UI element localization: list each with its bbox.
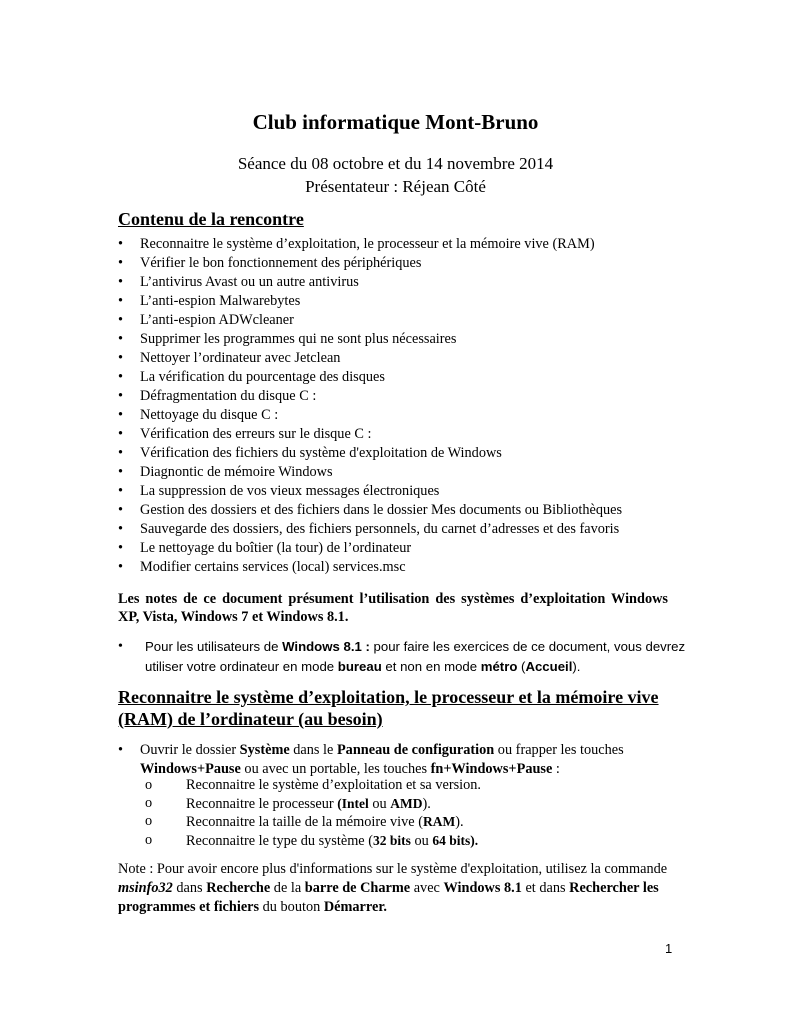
windows81-note	[118, 637, 688, 676]
text-run: Reconnaitre le type du système (	[186, 833, 373, 850]
list-item: • Nettoyage du disque C :	[118, 406, 698, 425]
page-number: 1	[665, 941, 673, 956]
text-run: ).	[455, 814, 464, 831]
list-item: • Reconnaitre le système d’exploitation, le processeur et la mémoire vive (RAM)	[118, 235, 698, 254]
presenter-line: Présentateur : Réjean Côté	[305, 177, 486, 196]
text-run: RAM	[423, 814, 456, 830]
text-run: Ouvrir le dossier	[140, 742, 240, 758]
open-system-instructions	[118, 741, 678, 778]
text-run: Recherche	[206, 880, 271, 896]
text-run: 64 bits).	[432, 833, 479, 849]
text-run: et dans	[521, 880, 570, 896]
text-run: et non en mode	[381, 658, 481, 674]
list-item	[145, 777, 481, 795]
text-run: (	[517, 658, 526, 674]
text-run: Accueil	[525, 658, 573, 674]
text-run: barre de Charme	[304, 880, 411, 896]
list-item: • La vérification du pourcentage des disques	[118, 368, 698, 387]
text-run: ou	[410, 833, 433, 850]
list-item: • Supprimer les programmes qui ne sont plus nécessaires	[118, 330, 698, 349]
list-item: • Modifier certains services (local) services.msc	[118, 558, 698, 577]
list-item: • Vérification des erreurs sur le disque C :	[118, 425, 698, 444]
list-item: • L’antivirus Avast ou un autre antivirus	[118, 273, 698, 292]
text-run: Démarrer.	[323, 899, 387, 915]
text-run: ou	[368, 795, 391, 812]
bullet-icon: •	[118, 639, 123, 654]
text-run: Reconnaitre le processeur	[186, 795, 338, 812]
list-item: • Sauvegarde des dossiers, des fichiers personnels, du carnet d’adresses et des favoris	[118, 520, 698, 539]
text-run: Système	[239, 742, 290, 758]
text-run: (Intel	[337, 795, 369, 811]
text-run: Rechercher les programmes et fichiers	[118, 880, 659, 915]
section-heading-contenu: Contenu de la rencontre	[118, 209, 304, 229]
text-run: ).	[572, 658, 581, 674]
msinfo-note	[118, 860, 678, 917]
text-run: du bouton	[259, 899, 324, 915]
text-run: de la	[270, 880, 305, 896]
bullet-icon: •	[118, 742, 124, 758]
topics-list	[118, 235, 698, 577]
text-run: Reconnaitre la taille de la mémoire vive (	[186, 814, 423, 831]
text-run: 32 bits	[373, 833, 411, 849]
text-run: avec	[410, 880, 444, 896]
text-run: fn+Windows+Pause	[430, 760, 553, 777]
list-item: • La suppression de vos vieux messages électroniques	[118, 482, 698, 501]
list-item: • Vérifier le bon fonctionnement des périphériques	[118, 254, 698, 273]
session-info	[0, 152, 791, 198]
text-run: métro	[480, 658, 518, 674]
text-run: Panneau de configuration	[336, 742, 495, 758]
list-item: • Gestion des dossiers et des fichiers dans le dossier Mes documents ou Bibliothèques	[118, 501, 698, 520]
text-run: ou avec un portable, les touches	[240, 760, 431, 777]
document-title: Club informatique Mont-Bruno	[252, 110, 539, 134]
list-item	[145, 813, 481, 832]
list-item	[145, 832, 481, 851]
list-item	[145, 795, 481, 814]
open-system-text	[140, 741, 678, 778]
text-run: Windows+Pause	[140, 760, 241, 777]
text-run: pour faire les exercices de ce document, vous devrez utiliser votre ordinateur en mode	[145, 639, 686, 674]
text-run: Note : Pour avoir encore plus d'informations sur le système d'exploitation, utilisez la commande	[118, 861, 668, 877]
text-run: dans le	[289, 742, 337, 758]
list-item: • Nettoyer l’ordinateur avec Jetclean	[118, 349, 698, 368]
text-run: ).	[422, 795, 431, 812]
os-notes-paragraph: Les notes de ce document présument l’utilisation des systèmes d’exploitation Windows XP, Vista, Windows 7 et Windows 8.1.	[118, 591, 668, 625]
text-run: Pour les utilisateurs de	[145, 639, 283, 654]
list-item: • Vérification des fichiers du système d'exploitation de Windows	[118, 444, 698, 463]
text-run: msinfo32	[118, 880, 173, 896]
text-run: ou frapper les touches	[494, 742, 624, 758]
session-dates: Séance du 08 octobre et du 14 novembre 2014	[237, 154, 554, 173]
list-item: • Le nettoyage du boîtier (la tour) de l’ordinateur	[118, 539, 698, 558]
list-item: • L’anti-espion ADWcleaner	[118, 311, 698, 330]
text-run: Windows 8.1	[443, 880, 522, 896]
text-run: :	[552, 760, 560, 777]
text-run: dans	[172, 880, 207, 896]
text-run: bureau	[337, 658, 382, 674]
list-item: • Défragmentation du disque C :	[118, 387, 698, 406]
list-item: • L’anti-espion Malwarebytes	[118, 292, 698, 311]
text-run: AMD	[390, 795, 423, 811]
section-heading-reconnaitre: Reconnaitre le système d’exploitation, le processeur et la mémoire vive (RAM) de l’ordinateur (au besoin)	[118, 687, 659, 729]
text-run: Windows 8.1 :	[282, 639, 370, 654]
list-item: • Diagnontic de mémoire Windows	[118, 463, 698, 482]
recognition-steps-list	[145, 777, 481, 851]
text-run: Reconnaitre le système d’exploitation et sa version.	[186, 777, 481, 793]
windows81-note-text	[145, 637, 688, 676]
